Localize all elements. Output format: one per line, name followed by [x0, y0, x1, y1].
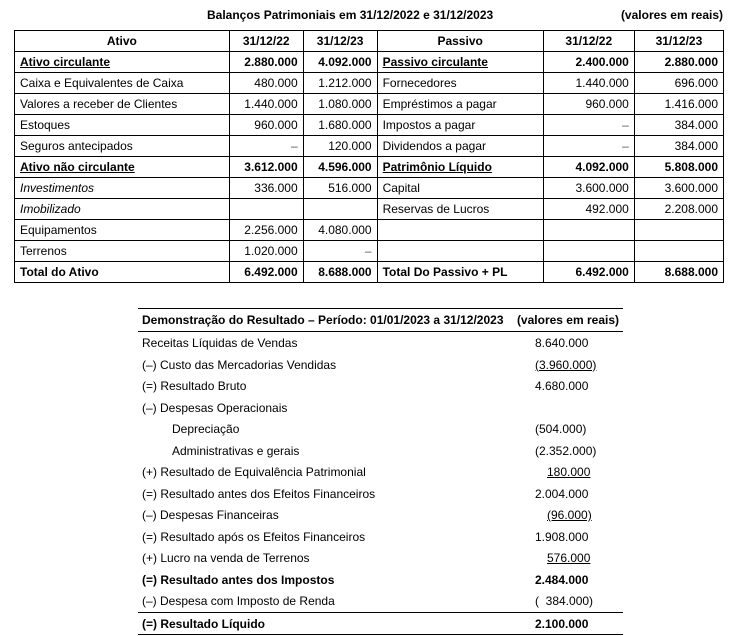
line-value: 2.484.000: [535, 572, 589, 587]
income-statement-header: [138, 308, 623, 332]
table-row: [15, 178, 724, 199]
line-label: (–) Despesa com Imposto de Renda: [142, 594, 335, 608]
cell-value: 960.000: [229, 115, 303, 136]
cell-value: 4.596.000: [303, 157, 377, 178]
cell-value: 4.092.000: [303, 52, 377, 73]
net-income-row: [138, 612, 623, 636]
cell-value: 960.000: [543, 94, 634, 115]
row-label-asset: Ativo não circulante: [15, 157, 230, 178]
list-item: [138, 569, 623, 591]
line-label: (=) Resultado após os Efeitos Financeiros: [142, 529, 366, 544]
cell-value: 516.000: [303, 178, 377, 199]
cell-value: 2.880.000: [634, 52, 723, 73]
cell-value: 336.000: [229, 178, 303, 199]
cell-value: 5.808.000: [634, 157, 723, 178]
line-label: Administrativas e gerais: [172, 443, 300, 458]
line-value: (504.000): [535, 422, 587, 436]
list-item: [138, 547, 623, 569]
cell-value: 1.416.000: [634, 94, 723, 115]
row-label-asset: Seguros antecipados: [15, 136, 230, 157]
balance-sheet-header: [0, 8, 737, 24]
table-row: [15, 157, 724, 178]
total-assets-2023: 8.688.000: [303, 262, 377, 283]
list-item: [138, 332, 623, 354]
net-income-value: 2.100.000: [535, 616, 589, 631]
row-label-liability: Passivo circulante: [377, 52, 543, 73]
cell-value: [543, 220, 634, 241]
row-label-liability: [377, 220, 543, 241]
cell-value: 4.080.000: [303, 220, 377, 241]
header-passivo-2022: 31/12/22: [543, 31, 634, 52]
line-value: 8.640.000: [535, 336, 589, 350]
cell-value: –: [303, 241, 377, 262]
balance-sheet-units: (valores em reais): [620, 8, 723, 22]
list-item: [138, 590, 623, 612]
cell-value: 3.600.000: [543, 178, 634, 199]
list-item: [138, 461, 623, 483]
income-statement: [138, 308, 623, 635]
line-label: (–) Despesas Financeiras: [142, 508, 279, 522]
line-value: 2.004.000: [535, 486, 589, 501]
income-statement-title: Demonstração do Resultado – Período: 01/01/2023 a 31/12/2023: [142, 313, 504, 327]
row-label-asset: Ativo circulante: [15, 52, 230, 73]
income-statement-units: (valores em reais): [516, 313, 619, 327]
cell-value: [634, 220, 723, 241]
header-passivo-2023: 31/12/23: [634, 31, 723, 52]
table-row: [15, 73, 724, 94]
row-label-liability: [377, 241, 543, 262]
table-row: [15, 94, 724, 115]
list-item: [138, 440, 623, 462]
cell-value: [543, 241, 634, 262]
line-value: 1.908.000: [535, 529, 589, 544]
list-item: [138, 418, 623, 440]
cell-value: 2.256.000: [229, 220, 303, 241]
total-row: [15, 262, 724, 283]
row-label-asset: Caixa e Equivalentes de Caixa: [15, 73, 230, 94]
cell-value: 3.612.000: [229, 157, 303, 178]
table-row: [15, 136, 724, 157]
cell-value: 1.680.000: [303, 115, 377, 136]
cell-value: [229, 199, 303, 220]
row-label-asset: Equipamentos: [15, 220, 230, 241]
cell-value: –: [543, 115, 634, 136]
row-label-asset: Investimentos: [15, 178, 230, 199]
cell-value: 1.212.000: [303, 73, 377, 94]
cell-value: 384.000: [634, 136, 723, 157]
line-label: (+) Resultado de Equivalência Patrimonial: [142, 465, 366, 479]
cell-value: 120.000: [303, 136, 377, 157]
cell-value: 2.880.000: [229, 52, 303, 73]
table-row: [15, 52, 724, 73]
balance-sheet-table: [14, 30, 724, 283]
line-value: 576.000: [547, 551, 591, 565]
cell-value: 2.208.000: [634, 199, 723, 220]
row-label-liability: Reservas de Lucros: [377, 199, 543, 220]
line-value: 180.000: [547, 465, 591, 479]
list-item: [138, 354, 623, 376]
cell-value: [634, 241, 723, 262]
line-label: (=) Resultado Bruto: [142, 379, 247, 393]
header-ativo-2022: 31/12/22: [229, 31, 303, 52]
row-label-liability: Impostos a pagar: [377, 115, 543, 136]
cell-value: –: [229, 136, 303, 157]
row-label-asset: Terrenos: [15, 241, 230, 262]
header-ativo: Ativo: [15, 31, 230, 52]
row-label-asset: Valores a receber de Clientes: [15, 94, 230, 115]
row-label-liability: Capital: [377, 178, 543, 199]
row-label-asset: Estoques: [15, 115, 230, 136]
total-liabilities-label: Total Do Passivo + PL: [377, 262, 543, 283]
table-row: [15, 220, 724, 241]
line-label: (+) Lucro na venda de Terrenos: [142, 551, 310, 565]
line-label: (–) Custo das Mercadorias Vendidas: [142, 357, 337, 372]
line-value: (2.352.000): [535, 443, 597, 458]
table-row: [15, 115, 724, 136]
cell-value: 1.080.000: [303, 94, 377, 115]
list-item: [138, 504, 623, 526]
line-value: (96.000): [547, 508, 592, 522]
table-row: [15, 241, 724, 262]
header-passivo: Passivo: [377, 31, 543, 52]
list-item: [138, 375, 623, 397]
row-label-liability: Empréstimos a pagar: [377, 94, 543, 115]
cell-value: 1.020.000: [229, 241, 303, 262]
total-liabilities-2022: 6.492.000: [543, 262, 634, 283]
total-assets-2022: 6.492.000: [229, 262, 303, 283]
total-assets-label: Total do Ativo: [15, 262, 230, 283]
line-value: 4.680.000: [535, 379, 589, 393]
list-item: [138, 397, 623, 419]
list-item: [138, 526, 623, 548]
cell-value: 696.000: [634, 73, 723, 94]
cell-value: –: [543, 136, 634, 157]
balance-sheet-header-row: [15, 31, 724, 52]
cell-value: 384.000: [634, 115, 723, 136]
cell-value: 480.000: [229, 73, 303, 94]
line-label: (=) Resultado antes dos Impostos: [142, 572, 335, 587]
cell-value: 1.440.000: [543, 73, 634, 94]
balance-sheet-title: Balanços Patrimoniais em 31/12/2022 e 31/12/2023: [207, 8, 494, 22]
table-row: [15, 199, 724, 220]
row-label-liability: Fornecedores: [377, 73, 543, 94]
line-label: (=) Resultado antes dos Efeitos Financeiros: [142, 486, 376, 501]
row-label-liability: Patrimônio Líquido: [377, 157, 543, 178]
total-liabilities-2023: 8.688.000: [634, 262, 723, 283]
header-ativo-2023: 31/12/23: [303, 31, 377, 52]
line-label: Receitas Líquidas de Vendas: [142, 336, 298, 350]
cell-value: 4.092.000: [543, 157, 634, 178]
line-value: ( 384.000): [535, 594, 594, 608]
row-label-liability: Dividendos a pagar: [377, 136, 543, 157]
net-income-label: (=) Resultado Líquido: [142, 616, 265, 631]
cell-value: 2.400.000: [543, 52, 634, 73]
cell-value: 492.000: [543, 199, 634, 220]
line-label: Depreciação: [172, 422, 240, 436]
line-value: (3.960.000): [535, 357, 597, 372]
cell-value: 3.600.000: [634, 178, 723, 199]
cell-value: 1.440.000: [229, 94, 303, 115]
line-label: (–) Despesas Operacionais: [142, 400, 288, 415]
list-item: [138, 483, 623, 505]
row-label-asset: Imobilizado: [15, 199, 230, 220]
cell-value: [303, 199, 377, 220]
